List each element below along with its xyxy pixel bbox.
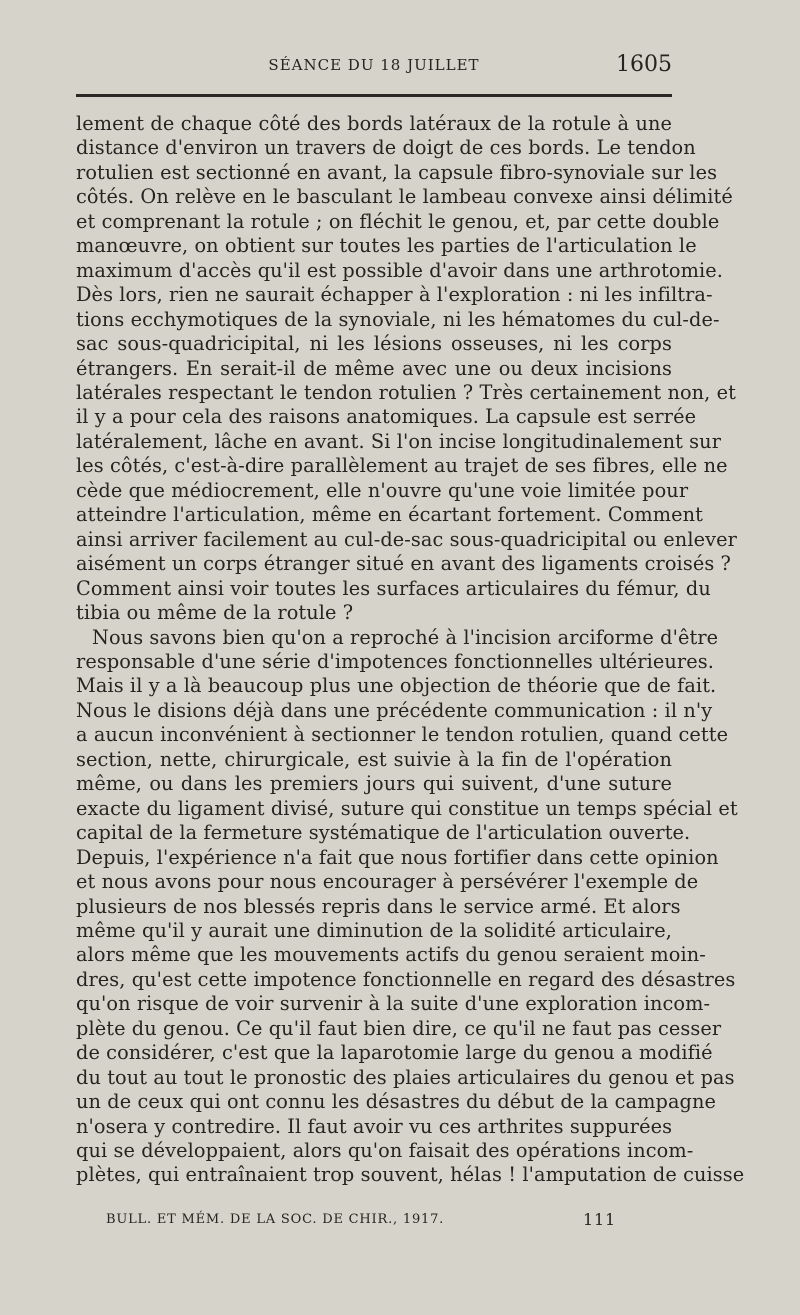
- text-line: et comprenant la rotule ; on fléchit le genou, et, par cette double: [76, 209, 720, 233]
- text-line: tions ecchymotiques de la synoviale, ni les hématomes du cul-de-: [76, 307, 720, 331]
- body-text: [76, 112, 745, 1188]
- text-line: rotulien est sectionné en avant, la capsule fibro-synoviale sur les: [76, 160, 718, 184]
- text-line: lement de chaque côté des bords latéraux de la rotule à une: [76, 112, 672, 135]
- text-line: de considérer, c'est que la laparotomie large du genou a modifié: [76, 1041, 713, 1065]
- text-line: exacte du ligament divisé, suture qui constitue un temps spécial et: [76, 796, 738, 820]
- text-line: manœuvre, on obtient sur toutes les parties de l'articulation le: [76, 234, 697, 258]
- text-line: latéralement, lâche en avant. Si l'on incise longitudinalement sur: [76, 429, 722, 453]
- text-line: les côtés, c'est-à-dire parallèlement au trajet de ses fibres, elle ne: [76, 454, 728, 478]
- text-line: atteindre l'articulation, même en écartant fortement. Comment: [76, 503, 704, 527]
- text-line: du tout au tout le pronostic des plaies articulaires du genou et pas: [76, 1065, 735, 1089]
- text-line: ainsi arriver facilement au cul-de-sac sous-quadricipital ou enlever: [76, 527, 737, 551]
- text-line: Nous savons bien qu'on a reproché à l'incision arciforme d'être: [92, 625, 719, 649]
- text-line: n'osera y contredire. Il faut avoir vu ces arthrites suppurées: [76, 1114, 673, 1138]
- text-line: et nous avons pour nous encourager à persévérer l'exemple de: [76, 870, 699, 894]
- sheet-number: 111: [583, 1210, 616, 1229]
- text-line: latérales respectant le tendon rotulien ? Très certainement non, et: [76, 380, 737, 404]
- text-line: qui se développaient, alors qu'on faisait des opérations incom-: [76, 1139, 694, 1163]
- text-line: tibia ou même de la rotule ?: [76, 601, 354, 625]
- page-footer: [106, 1212, 616, 1236]
- header-rule: [76, 94, 672, 97]
- text-line: il y a pour cela des raisons anatomiques. La capsule est serrée: [76, 405, 697, 429]
- text-line: section, nette, chirurgicale, est suivie à la fin de l'opération: [76, 747, 672, 771]
- text-line: distance d'environ un travers de doigt de ces bords. Le tendon: [76, 136, 696, 160]
- text-line: cède que médiocrement, elle n'ouvre qu'une voie limitée pour: [76, 478, 689, 502]
- text-line: Dès lors, rien ne saurait échapper à l'exploration : ni les infiltra-: [76, 283, 713, 307]
- text-line: Comment ainsi voir toutes les surfaces articulaires du fémur, du: [76, 576, 711, 600]
- page-header: [76, 52, 672, 82]
- text-line: côtés. On relève en le basculant le lambeau convexe ainsi délimité: [76, 185, 733, 209]
- text-line: alors même que les mouvements actifs du genou seraient moin-: [76, 943, 706, 967]
- text-line: même qu'il y aurait une diminution de la solidité articulaire,: [76, 918, 672, 942]
- text-line: étrangers. En serait-il de même avec une ou deux incisions: [76, 356, 672, 380]
- text-line: plète du genou. Ce qu'il faut bien dire, ce qu'il ne faut pas cesser: [76, 1016, 722, 1040]
- text-line: responsable d'une série d'impotences fonctionnelles ultérieures.: [76, 649, 714, 673]
- text-line: dres, qu'est cette impotence fonctionnelle en regard des désastres: [76, 967, 736, 991]
- journal-reference: BULL. ET MÉM. DE LA SOC. DE CHIR., 1917.: [106, 1212, 445, 1227]
- text-line: qu'on risque de voir survenir à la suite d'une exploration incom-: [76, 992, 711, 1016]
- text-line: a aucun inconvénient à sectionner le tendon rotulien, quand cette: [76, 723, 729, 747]
- text-line: plètes, qui entraînaient trop souvent, hélas ! l'amputation de cuisse: [76, 1163, 745, 1187]
- text-line: sac sous-quadricipital, ni les lésions osseuses, ni les corps: [76, 332, 672, 356]
- text-line: un de ceux qui ont connu les désastres du début de la campagne: [76, 1090, 717, 1114]
- text-line: même, ou dans les premiers jours qui suivent, d'une suture: [76, 772, 672, 796]
- text-line: aisément un corps étranger situé en avant des ligaments croisés ?: [76, 552, 731, 576]
- text-line: Depuis, l'expérience n'a fait que nous fortifier dans cette opinion: [76, 845, 719, 869]
- text-line: Nous le disions déjà dans une précédente communication : il n'y: [76, 698, 713, 722]
- text-line: maximum d'accès qu'il est possible d'avoir dans une arthrotomie.: [76, 258, 724, 282]
- text-line: capital de la fermeture systématique de l'articulation ouverte.: [76, 821, 691, 845]
- text-line: plusieurs de nos blessés repris dans le service armé. Et alors: [76, 894, 681, 918]
- running-title: SÉANCE DU 18 JUILLET: [268, 56, 480, 74]
- text-line: Mais il y a là beaucoup plus une objection de théorie que de fait.: [76, 674, 717, 698]
- page-number: 1605: [616, 52, 672, 77]
